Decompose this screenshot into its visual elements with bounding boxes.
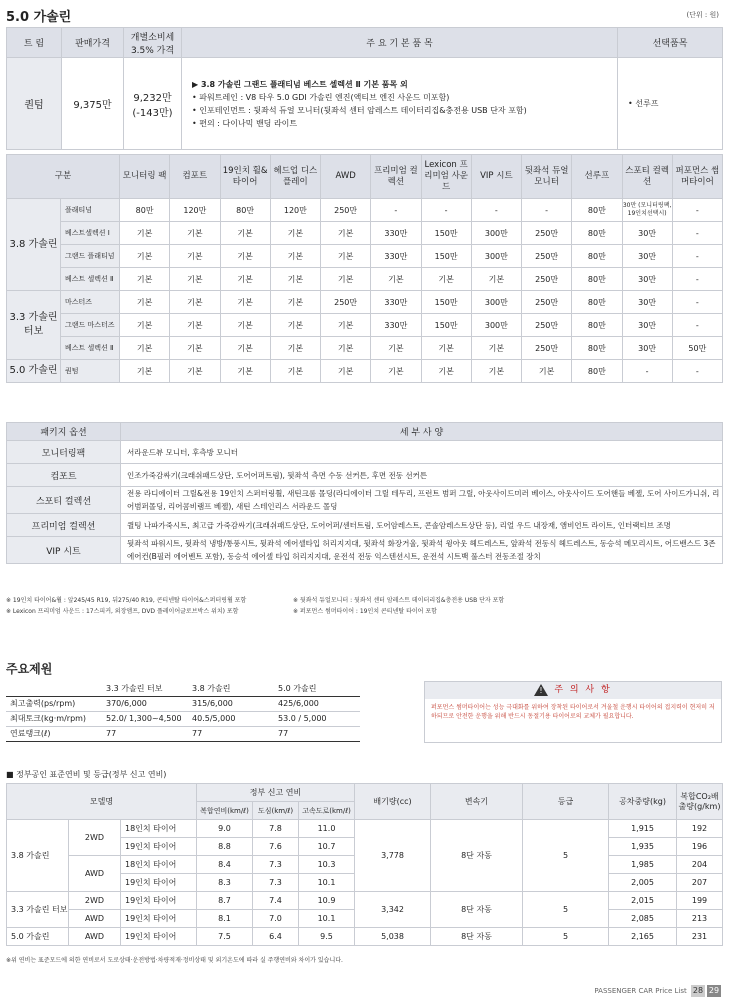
specs-value: 77 [274, 726, 360, 741]
matrix-row [7, 245, 723, 268]
curb-weight: 1,985 [609, 856, 677, 874]
option-price-cell: 250만 [522, 337, 572, 360]
option-price-cell: 기본 [220, 268, 270, 291]
option-price-cell: 기본 [220, 314, 270, 337]
option-price-cell: 기본 [120, 337, 170, 360]
trim-label: 그랜드 마스터즈 [61, 314, 120, 337]
option-price-cell: 기본 [371, 268, 421, 291]
tire-size: 19인치 타이어 [121, 928, 197, 946]
option-price-cell: 250만 [522, 268, 572, 291]
grade: 5 [523, 928, 609, 946]
option-price-cell: 330만 [371, 245, 421, 268]
note: ※ 퍼포먼스 썸머타이어 : 19인치 콘티넨탈 타이어 포함 [293, 608, 437, 615]
package-name: 프리미엄 컬렉션 [7, 514, 121, 537]
specs-label: 최고출력(ps/rpm) [6, 696, 102, 711]
matrix-row [7, 314, 723, 337]
specs-row [6, 726, 360, 741]
specs-value: 315/6,000 [188, 696, 274, 711]
option-price-cell: 250만 [321, 291, 371, 314]
option-price-cell: - [672, 291, 722, 314]
specs-header-row [6, 681, 360, 696]
trim-label: 퀀텀 [61, 360, 120, 383]
engine-group: 3.8 가솔린 [7, 199, 61, 291]
option-price-cell: 250만 [522, 291, 572, 314]
engine-group: 3.3 가솔린터보 [7, 291, 61, 360]
matrix-col-header: Lexicon 프리미엄 사운드 [421, 155, 471, 199]
option-price-cell: - [622, 360, 672, 383]
option-price-cell: 80만 [572, 268, 622, 291]
option-price-cell: 기본 [471, 360, 521, 383]
trim-table-header [7, 28, 723, 58]
option-price-cell: 기본 [321, 245, 371, 268]
grade: 5 [523, 892, 609, 928]
combined-efficiency: 8.4 [197, 856, 253, 874]
option-price-cell: 기본 [321, 268, 371, 291]
tire-size: 18인치 타이어 [121, 820, 197, 838]
city-efficiency: 7.4 [253, 892, 299, 910]
option-price-cell: 기본 [120, 360, 170, 383]
drive-type: 2WD [69, 892, 121, 910]
option-items-header: 선택품목 [618, 28, 723, 58]
option-price-cell: 기본 [220, 360, 270, 383]
option-price-cell: 기본 [120, 291, 170, 314]
option-price-cell: 기본 [270, 314, 320, 337]
fuel-group-header: 정부 신고 연비 [197, 784, 355, 802]
drive-type: 2WD [69, 820, 121, 856]
efficiency-footnote: ※위 연비는 표준모드에 의한 연비로서 도로상태·운전방법·차량적재·정비상태 및 외기온도에 따라 실 주행연비와 차이가 있습니다. [6, 957, 343, 964]
option-price-cell: 50만 [672, 337, 722, 360]
option-price-cell: 80만 [572, 360, 622, 383]
specs-value: 425/6,000 [274, 696, 360, 711]
package-row [7, 487, 723, 514]
option-price-cell: - [672, 199, 722, 222]
specs-title: 주요제원 [6, 662, 53, 676]
co2-emission: 192 [677, 820, 723, 838]
option-price-cell: 기본 [170, 268, 220, 291]
option-price-cell: 30만 [622, 245, 672, 268]
matrix-col-header: 퍼포먼스 썸머타이어 [672, 155, 722, 199]
tire-size: 19인치 타이어 [121, 892, 197, 910]
trim-row [7, 58, 723, 150]
efficiency-table [6, 783, 723, 946]
matrix-col-header: 구분 [7, 155, 120, 199]
highway-efficiency: 9.5 [299, 928, 355, 946]
package-desc: 뒷좌석 파워시트, 뒷좌석 냉방/통풍시트, 뒷좌석 에어셀타입 허리지지대, 뒷좌석 화장거울, 뒷좌석 윙아웃 헤드레스트, 앞좌석 전동식 헤드레스트, 동승석 메모리시트, 어드밴스드 3존 에어컨(B필러 에어벤트 포함), 동승석 에어셀 타입 허리지지대, 운전석 전동 익스텐션시트, 운전석 시트백 풀스터 전동조절 장치 [121, 537, 723, 564]
option-price-cell: 150만 [421, 314, 471, 337]
option-price-cell: 기본 [170, 245, 220, 268]
specs-row [6, 711, 360, 726]
package-desc: 전용 라디에이터 그릴&전용 19인치 스퍼터링휠, 새틴크롬 몰딩(라디에이터 그릴 테두리, 프런트 범퍼 그릴, 아웃사이드미러 베이스, 아웃사이드 도어핸들 베젤, 도어 사이드가니쉬, 리어범퍼몰딩, 리어콤비램프 베젤), 새틴 스테인리스 서라운드 몰딩 [121, 487, 723, 514]
weight-header: 공차중량(kg) [609, 784, 677, 820]
option-matrix [6, 154, 723, 383]
option-price-cell: - [672, 314, 722, 337]
basic-item: ▶ 3.8 가솔린 그랜드 플래티넘 베스트 셀렉션 Ⅱ 기본 품목 외 [192, 79, 408, 89]
tax-price-header: 개별소비세 3.5% 가격 [124, 28, 182, 58]
matrix-row [7, 291, 723, 314]
displacement: 3,342 [355, 892, 431, 928]
option-price-cell: 30만 (모니터링팩, 19인치선택시) [622, 199, 672, 222]
grade-header: 등급 [523, 784, 609, 820]
displacement: 3,778 [355, 820, 431, 892]
package-row [7, 464, 723, 487]
page-number-left: 28 [692, 986, 704, 995]
matrix-col-header: AWD [321, 155, 371, 199]
option-price-cell: 80만 [572, 314, 622, 337]
matrix-row [7, 337, 723, 360]
displacement-header: 배기량(cc) [355, 784, 431, 820]
specs-row [6, 696, 360, 711]
efficiency-row [7, 928, 723, 946]
model-name: 5.0 가솔린 [7, 928, 69, 946]
co2-emission: 231 [677, 928, 723, 946]
trim-option-items: • 선루프 [618, 58, 723, 150]
package-row [7, 441, 723, 464]
option-price-cell: - [672, 268, 722, 291]
caution-box [424, 681, 722, 743]
curb-weight: 2,085 [609, 910, 677, 928]
specs-value: 370/6,000 [102, 696, 188, 711]
trim-label: 마스터즈 [61, 291, 120, 314]
option-price-cell: - [421, 199, 471, 222]
option-price-cell: 기본 [170, 291, 220, 314]
model-name: 3.8 가솔린 [7, 820, 69, 892]
efficiency-title: ■ 정부공인 표준연비 및 등급(정부 신고 연비) [6, 770, 167, 779]
caution-text: 퍼포먼스 썸머타이어는 성능 극대화를 위하여 장착된 타이어로서 겨울철 운행시 타이어의 접지력이 현저히 저하되므로 안전한 운행을 위해 반드시 동절기용 타이어로의 교체가 필요합니다. [431, 704, 715, 720]
basic-item: • 인포테인먼트 : 뒷좌석 듀얼 모니터(뒷좌석 센터 암레스트 데이터리집&충전용 USB 단자 포함) [192, 105, 527, 115]
package-name: 모니터링팩 [7, 441, 121, 464]
city-efficiency: 7.6 [253, 838, 299, 856]
basic-item: • 편의 : 다이나믹 밴딩 라이트 [192, 118, 298, 128]
trim-label: 베스트 셀렉션 Ⅱ [61, 268, 120, 291]
option-price-cell: 30만 [622, 268, 672, 291]
trim-tax-price: 9,232만 (-143만) [124, 58, 182, 150]
option-price-cell: 기본 [270, 337, 320, 360]
model-name: 3.3 가솔린 터보 [7, 892, 69, 928]
trim-name: 퀀텀 [7, 58, 62, 150]
option-price-cell: - [672, 360, 722, 383]
option-price-cell: 기본 [170, 314, 220, 337]
option-price-cell: 80만 [120, 199, 170, 222]
matrix-row [7, 268, 723, 291]
option-price-cell: 기본 [120, 222, 170, 245]
package-row [7, 537, 723, 564]
package-desc: 퀼팅 나파가죽시트, 최고급 가죽감싸기(크래쉬패드상단, 도어어퍼/센터트림, 도어암레스트, 콘솔암레스트상단 등), 리얼 우드 내장재, 앰비언트 라이트, 인터랙티브 조명 [121, 514, 723, 537]
basic-item: • 파워트레인 : V8 타우 5.0 GDI 가솔린 엔진(액티브 엔진 사운드 미포함) [192, 92, 450, 102]
matrix-col-header: 모니터링 팩 [120, 155, 170, 199]
specs-label: 연료탱크(ℓ) [6, 726, 102, 741]
option-price-cell: - [371, 199, 421, 222]
trim-label: 베스트 셀렉션 Ⅱ [61, 337, 120, 360]
trim-label: 베스트셀렉션 Ⅰ [61, 222, 120, 245]
specs-value: 77 [102, 726, 188, 741]
trim-label: 플래티넘 [61, 199, 120, 222]
matrix-row [7, 222, 723, 245]
matrix-row [7, 360, 723, 383]
package-detail-header: 세 부 사 양 [121, 423, 723, 441]
option-price-cell: 300만 [471, 291, 521, 314]
city-efficiency: 7.3 [253, 874, 299, 892]
option-price-cell: 250만 [522, 245, 572, 268]
drive-type: AWD [69, 928, 121, 946]
matrix-col-header: 스포티 컬렉션 [622, 155, 672, 199]
option-price-cell: 기본 [371, 360, 421, 383]
option-price-cell: 기본 [270, 268, 320, 291]
curb-weight: 2,165 [609, 928, 677, 946]
option-price-cell: 기본 [220, 291, 270, 314]
grade: 5 [523, 820, 609, 892]
specs-col-header: 5.0 가솔린 [274, 681, 360, 696]
option-price-cell: 80만 [220, 199, 270, 222]
option-price-cell: 기본 [170, 337, 220, 360]
highway-efficiency: 10.1 [299, 910, 355, 928]
highway-header: 고속도로(km/ℓ) [299, 802, 355, 820]
option-price-cell: 기본 [270, 291, 320, 314]
option-price-cell: 300만 [471, 245, 521, 268]
option-price-cell: 120만 [270, 199, 320, 222]
option-price-cell: 80만 [572, 222, 622, 245]
page-footer [594, 985, 721, 997]
option-price-cell: 250만 [522, 222, 572, 245]
displacement: 5,038 [355, 928, 431, 946]
option-price-cell: 기본 [120, 268, 170, 291]
specs-value: 40.5/5,000 [188, 711, 274, 726]
matrix-col-header: 선루프 [572, 155, 622, 199]
highway-efficiency: 10.1 [299, 874, 355, 892]
city-efficiency: 7.0 [253, 910, 299, 928]
co2-emission: 196 [677, 838, 723, 856]
trim-header: 트 림 [7, 28, 62, 58]
specs-col-header: 3.8 가솔린 [188, 681, 274, 696]
city-efficiency: 6.4 [253, 928, 299, 946]
engine-group: 5.0 가솔린 [7, 360, 61, 383]
option-price-cell: 기본 [270, 360, 320, 383]
option-price-cell: 기본 [220, 222, 270, 245]
highway-efficiency: 10.9 [299, 892, 355, 910]
combined-header: 복합연비(km/ℓ) [197, 802, 253, 820]
unit-label: (단위 : 원) [686, 11, 719, 19]
note: ※ 19인치 타이어&휠 : 앞245/45 R19, 뒤275/40 R19, 콘티넨탈 타이어&스퍼터링휠 포함 [6, 597, 247, 604]
trim-label: 그랜드 플래티넘 [61, 245, 120, 268]
option-price-cell: 330만 [371, 222, 421, 245]
tire-size: 19인치 타이어 [121, 838, 197, 856]
efficiency-header-row [7, 784, 723, 802]
caution-title: 주 의 사 항 [554, 685, 612, 695]
matrix-col-header: 프리미엄 컬렉션 [371, 155, 421, 199]
package-notes-right [293, 595, 713, 617]
option-price-cell: 330만 [371, 291, 421, 314]
package-row [7, 514, 723, 537]
co2-emission: 207 [677, 874, 723, 892]
option-price-cell: 기본 [421, 337, 471, 360]
transmission-header: 변속기 [431, 784, 523, 820]
city-efficiency: 7.8 [253, 820, 299, 838]
trim-price: 9,375만 [62, 58, 124, 150]
tire-size: 19인치 타이어 [121, 910, 197, 928]
matrix-col-header: 19인치 휠&타이어 [220, 155, 270, 199]
package-notes-left [6, 595, 306, 617]
note: ※ 뒷좌석 듀얼모니터 : 뒷좌석 센터 암레스트 데이터리집&충전용 USB 단자 포함 [293, 597, 505, 604]
curb-weight: 2,005 [609, 874, 677, 892]
package-name: 스포티 컬렉션 [7, 487, 121, 514]
specs-value: 52.0/ 1,300~4,500 [102, 711, 188, 726]
model-header: 모델명 [7, 784, 197, 820]
option-price-cell: 30만 [622, 314, 672, 337]
option-price-cell: 120만 [170, 199, 220, 222]
option-price-cell: 기본 [471, 268, 521, 291]
package-name-header: 패키지 옵션 [7, 423, 121, 441]
matrix-col-header: VIP 시트 [471, 155, 521, 199]
option-price-cell: 80만 [572, 337, 622, 360]
city-efficiency: 7.3 [253, 856, 299, 874]
drive-type: AWD [69, 910, 121, 928]
package-desc: 서라운드뷰 모니터, 후측방 모니터 [121, 441, 723, 464]
combined-efficiency: 7.5 [197, 928, 253, 946]
option-price-cell: 기본 [170, 360, 220, 383]
highway-efficiency: 10.7 [299, 838, 355, 856]
page-title: 5.0 가솔린 [6, 10, 72, 25]
trim-table [6, 27, 723, 150]
page-number-right: 29 [708, 986, 720, 995]
package-table [6, 422, 723, 564]
option-price-cell: 기본 [371, 337, 421, 360]
basic-items-header: 주 요 기 본 품 목 [182, 28, 618, 58]
option-price-cell: 300만 [471, 222, 521, 245]
option-price-cell: - [522, 199, 572, 222]
matrix-col-header: 컴포트 [170, 155, 220, 199]
option-price-cell: 250만 [321, 199, 371, 222]
curb-weight: 2,015 [609, 892, 677, 910]
efficiency-row [7, 892, 723, 910]
tire-size: 18인치 타이어 [121, 856, 197, 874]
co2-emission: 213 [677, 910, 723, 928]
option-price-cell: 기본 [270, 222, 320, 245]
option-price-cell: 30만 [622, 222, 672, 245]
option-price-cell: 기본 [321, 314, 371, 337]
specs-table [6, 681, 360, 742]
package-name: 컴포트 [7, 464, 121, 487]
note: ※ Lexicon 프리미엄 사운드 : 17스피커, 외장앰프, DVD 플레이어글로브박스 위치) 포함 [6, 608, 239, 615]
curb-weight: 1,915 [609, 820, 677, 838]
transmission: 8단 자동 [431, 820, 523, 892]
specs-label: 최대토크(kg·m/rpm) [6, 711, 102, 726]
trim-basic-items [182, 58, 618, 150]
option-price-cell: 기본 [471, 337, 521, 360]
efficiency-row [7, 820, 723, 838]
option-price-cell: 150만 [421, 245, 471, 268]
option-matrix-header [7, 155, 723, 199]
option-price-cell: 80만 [572, 199, 622, 222]
option-price-cell: 기본 [270, 245, 320, 268]
matrix-row [7, 199, 723, 222]
combined-efficiency: 9.0 [197, 820, 253, 838]
caution-header [425, 682, 721, 699]
city-header: 도심(km/ℓ) [253, 802, 299, 820]
co2-emission: 199 [677, 892, 723, 910]
tire-size: 19인치 타이어 [121, 874, 197, 892]
combined-efficiency: 8.7 [197, 892, 253, 910]
option-price-cell: 30만 [622, 337, 672, 360]
option-price-cell: - [672, 222, 722, 245]
option-price-cell: 250만 [522, 314, 572, 337]
option-price-cell: 기본 [220, 245, 270, 268]
option-price-cell: 80만 [572, 245, 622, 268]
option-price-cell: 기본 [421, 360, 471, 383]
co2-header: 복합CO₂배출량(g/km) [677, 784, 723, 820]
footer-label: PASSENGER CAR Price List [594, 987, 687, 995]
price-header: 판매가격 [62, 28, 124, 58]
combined-efficiency: 8.3 [197, 874, 253, 892]
option-price-cell: - [672, 245, 722, 268]
option-price-cell: 150만 [421, 222, 471, 245]
option-price-cell: 기본 [120, 245, 170, 268]
package-header [7, 423, 723, 441]
option-price-cell: 기본 [321, 337, 371, 360]
option-price-cell: 기본 [421, 268, 471, 291]
option-price-cell: 30만 [622, 291, 672, 314]
option-price-cell: 330만 [371, 314, 421, 337]
specs-value: 77 [188, 726, 274, 741]
option-price-cell: 기본 [321, 360, 371, 383]
option-price-cell: 150만 [421, 291, 471, 314]
co2-emission: 204 [677, 856, 723, 874]
warning-icon: ! [534, 684, 548, 696]
option-price-cell: - [471, 199, 521, 222]
option-price-cell: 기본 [220, 337, 270, 360]
option-price-cell: 기본 [522, 360, 572, 383]
curb-weight: 1,935 [609, 838, 677, 856]
specs-col-header [6, 681, 102, 696]
combined-efficiency: 8.1 [197, 910, 253, 928]
transmission: 8단 자동 [431, 892, 523, 928]
option-price-cell: 300만 [471, 314, 521, 337]
specs-col-header: 3.3 가솔린 터보 [102, 681, 188, 696]
combined-efficiency: 8.8 [197, 838, 253, 856]
option-price-cell: 80만 [572, 291, 622, 314]
highway-efficiency: 10.3 [299, 856, 355, 874]
matrix-col-header: 뒷좌석 듀얼모니터 [522, 155, 572, 199]
package-desc: 인조가죽감싸기(크래쉬패드상단, 도어어퍼트림), 뒷좌석 측면 수동 선커튼, 후면 전동 선커튼 [121, 464, 723, 487]
option-price-cell: 기본 [321, 222, 371, 245]
specs-value: 53.0 / 5,000 [274, 711, 360, 726]
package-name: VIP 시트 [7, 537, 121, 564]
transmission: 8단 자동 [431, 928, 523, 946]
option-price-cell: 기본 [170, 222, 220, 245]
matrix-col-header: 헤드업 디스플레이 [270, 155, 320, 199]
drive-type: AWD [69, 856, 121, 892]
option-price-cell: 기본 [120, 314, 170, 337]
highway-efficiency: 11.0 [299, 820, 355, 838]
